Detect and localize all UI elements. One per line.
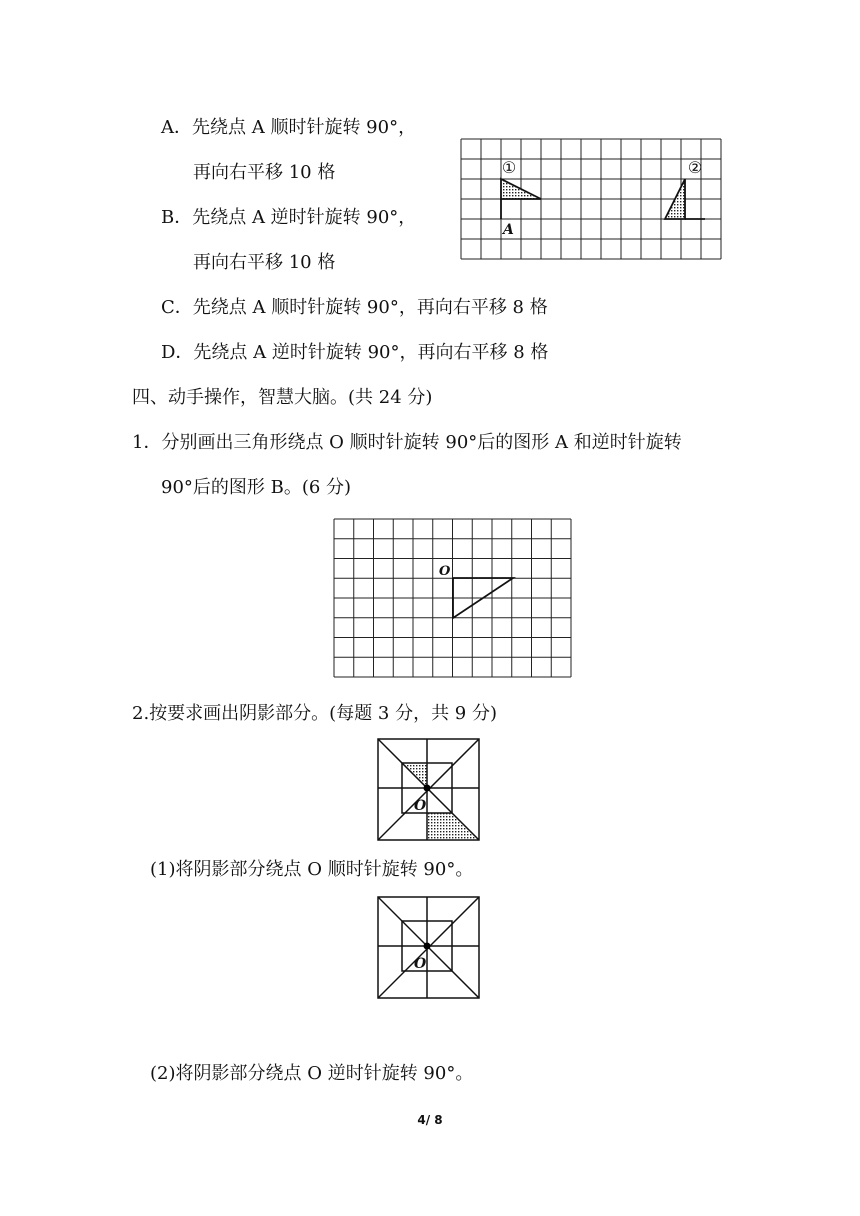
center-point-o bbox=[424, 943, 431, 950]
option-b-line1: B．先绕点 A 逆时针旋转 90°， bbox=[161, 207, 417, 228]
question-2-sub2: (2)将阴影部分绕点 O 逆时针旋转 90°。 bbox=[150, 1063, 474, 1084]
point-o-label-fig3: O bbox=[414, 798, 427, 814]
rotation-grid-figure-2 bbox=[333, 518, 573, 678]
option-d: D．先绕点 A 逆时针旋转 90°，再向右平移 8 格 bbox=[161, 342, 549, 363]
question-2-title: 2.按要求画出阴影部分。(每题 3 分，共 9 分) bbox=[132, 703, 498, 724]
option-a-line2: 再向右平移 10 格 bbox=[193, 162, 336, 183]
question-2-sub1: (1)将阴影部分绕点 O 顺时针旋转 90°。 bbox=[150, 859, 474, 880]
shaded-square-figure-2 bbox=[377, 896, 481, 1000]
shaded-region-lower-right bbox=[427, 813, 479, 840]
option-a-line1: A．先绕点 A 顺时针旋转 90°， bbox=[161, 117, 417, 138]
option-c: C．先绕点 A 顺时针旋转 90°，再向右平移 8 格 bbox=[161, 297, 548, 318]
circle-one-label: ① bbox=[501, 158, 517, 177]
section-heading: 四、动手操作，智慧大脑。(共 24 分) bbox=[132, 387, 433, 408]
point-o-label-fig4: O bbox=[414, 956, 427, 972]
question-1-line1: 1．分别画出三角形绕点 O 顺时针旋转 90°后的图形 A 和逆时针旋转 bbox=[132, 432, 682, 453]
shaded-square-figure-1 bbox=[377, 738, 481, 842]
center-point-o bbox=[424, 785, 431, 792]
rotation-grid-figure-1 bbox=[458, 135, 728, 263]
point-a-label: A bbox=[503, 222, 514, 238]
circle-two-label: ② bbox=[687, 158, 703, 177]
point-o-label: O bbox=[439, 564, 451, 579]
option-b-line2: 再向右平移 10 格 bbox=[193, 252, 336, 273]
page-number: 4/ 8 bbox=[417, 1113, 443, 1127]
question-1-line2: 90°后的图形 B。(6 分) bbox=[161, 477, 352, 498]
